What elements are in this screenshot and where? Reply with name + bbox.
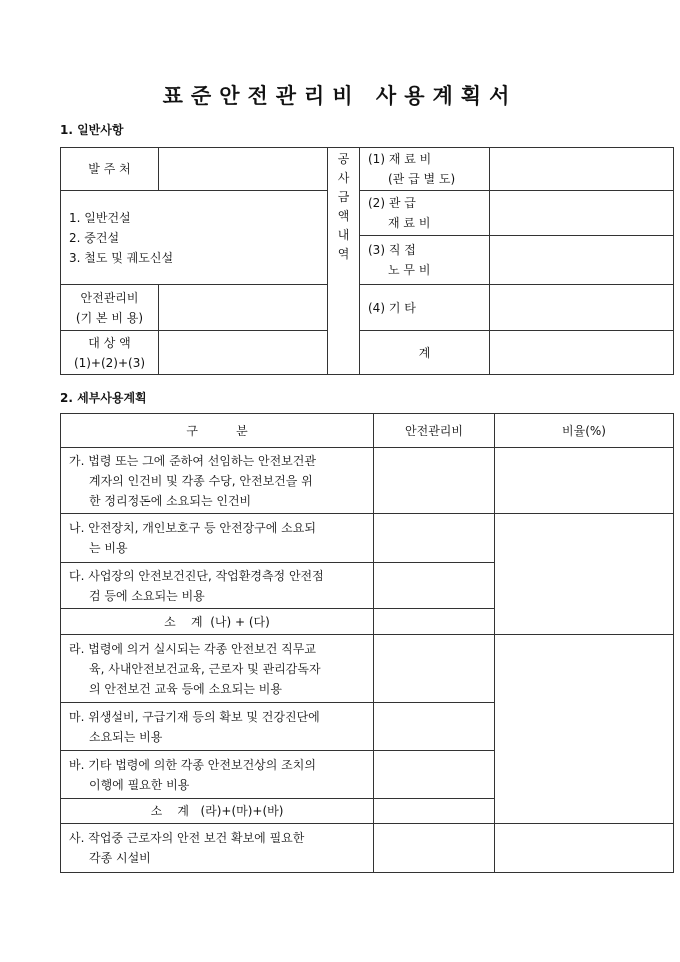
row-sa-ratio[interactable] bbox=[495, 824, 674, 873]
row-da-cost[interactable] bbox=[374, 563, 495, 609]
subtotal1-ratio[interactable] bbox=[495, 514, 674, 635]
subtotal2-ratio[interactable] bbox=[495, 635, 674, 824]
item-labor-label: (3) 직 접 노 무 비 bbox=[360, 236, 490, 285]
header-safety-cost: 안전관리비 bbox=[374, 414, 495, 448]
construction-type-list: 1. 일반건설 2. 중건설 3. 철도 및 궤도신설 bbox=[61, 191, 328, 285]
header-category: 구 분 bbox=[61, 414, 374, 448]
row-ma-label: 마. 위생설비, 구급기재 등의 확보 및 건강진단에 소요되는 비용 bbox=[61, 703, 374, 751]
subtotal1-label: 소 계 (나) + (다) bbox=[61, 609, 374, 635]
labor-cost-field[interactable] bbox=[490, 236, 674, 285]
item-other-label: (4) 기 타 bbox=[360, 285, 490, 331]
row-ga-label: 가. 법령 또는 그에 준하여 선임하는 안전보건관 계자의 인건비 및 각종 수당, 안전보건을 위 한 정리정돈에 소요되는 인건비 bbox=[61, 448, 374, 514]
row-ra-cost[interactable] bbox=[374, 635, 495, 703]
subtotal2-cost[interactable] bbox=[374, 799, 495, 824]
row-sa-cost[interactable] bbox=[374, 824, 495, 873]
general-info-table bbox=[60, 147, 674, 375]
page-title: 표준안전관리비 사용계획서 bbox=[162, 83, 518, 108]
safety-cost-field[interactable] bbox=[159, 285, 328, 331]
client-field[interactable] bbox=[159, 148, 328, 191]
row-sa-label: 사. 작업중 근로자의 안전 보건 확보에 필요한 각종 시설비 bbox=[61, 824, 374, 873]
section-plan-heading: 2. 세부사용계획 bbox=[60, 391, 147, 405]
target-amount-label: 대 상 액 (1)+(2)+(3) bbox=[61, 331, 159, 375]
total-label: 계 bbox=[360, 331, 490, 375]
section-general-heading: 1. 일반사항 bbox=[60, 123, 124, 137]
row-ra-label: 라. 법령에 의거 실시되는 각종 안전보건 직무교 육, 사내안전보건교육, 근로자 및 관리감독자 의 안전보건 교육 등에 소요되는 비용 bbox=[61, 635, 374, 703]
safety-cost-label: 안전관리비 (기 본 비 용) bbox=[61, 285, 159, 331]
supplied-material-field[interactable] bbox=[490, 191, 674, 236]
row-ba-label: 바. 기타 법령에 의한 각종 안전보건상의 조치의 이행에 필요한 비용 bbox=[61, 751, 374, 799]
other-cost-field[interactable] bbox=[490, 285, 674, 331]
contract-amount-label: 공 사 금 액 내 역 bbox=[328, 148, 360, 375]
subtotal1-cost[interactable] bbox=[374, 609, 495, 635]
item-supplied-material-label: (2) 관 급 재 료 비 bbox=[360, 191, 490, 236]
row-ga-ratio[interactable] bbox=[495, 448, 674, 514]
material-cost-field[interactable] bbox=[490, 148, 674, 191]
row-na-cost[interactable] bbox=[374, 514, 495, 563]
detailed-plan-table bbox=[60, 413, 674, 873]
row-na-label: 나. 안전장치, 개인보호구 등 안전장구에 소요되 는 비용 bbox=[61, 514, 374, 563]
row-ma-cost[interactable] bbox=[374, 703, 495, 751]
subtotal2-label: 소 계 (라)+(마)+(바) bbox=[61, 799, 374, 824]
total-field[interactable] bbox=[490, 331, 674, 375]
row-ga-cost[interactable] bbox=[374, 448, 495, 514]
target-amount-field[interactable] bbox=[159, 331, 328, 375]
row-ba-cost[interactable] bbox=[374, 751, 495, 799]
item-material-label: (1) 재 료 비 (관 급 별 도) bbox=[360, 148, 490, 191]
header-ratio: 비율(%) bbox=[495, 414, 674, 448]
client-label: 발 주 처 bbox=[61, 148, 159, 191]
row-da-label: 다. 사업장의 안전보건진단, 작업환경측정 안전점 검 등에 소요되는 비용 bbox=[61, 563, 374, 609]
